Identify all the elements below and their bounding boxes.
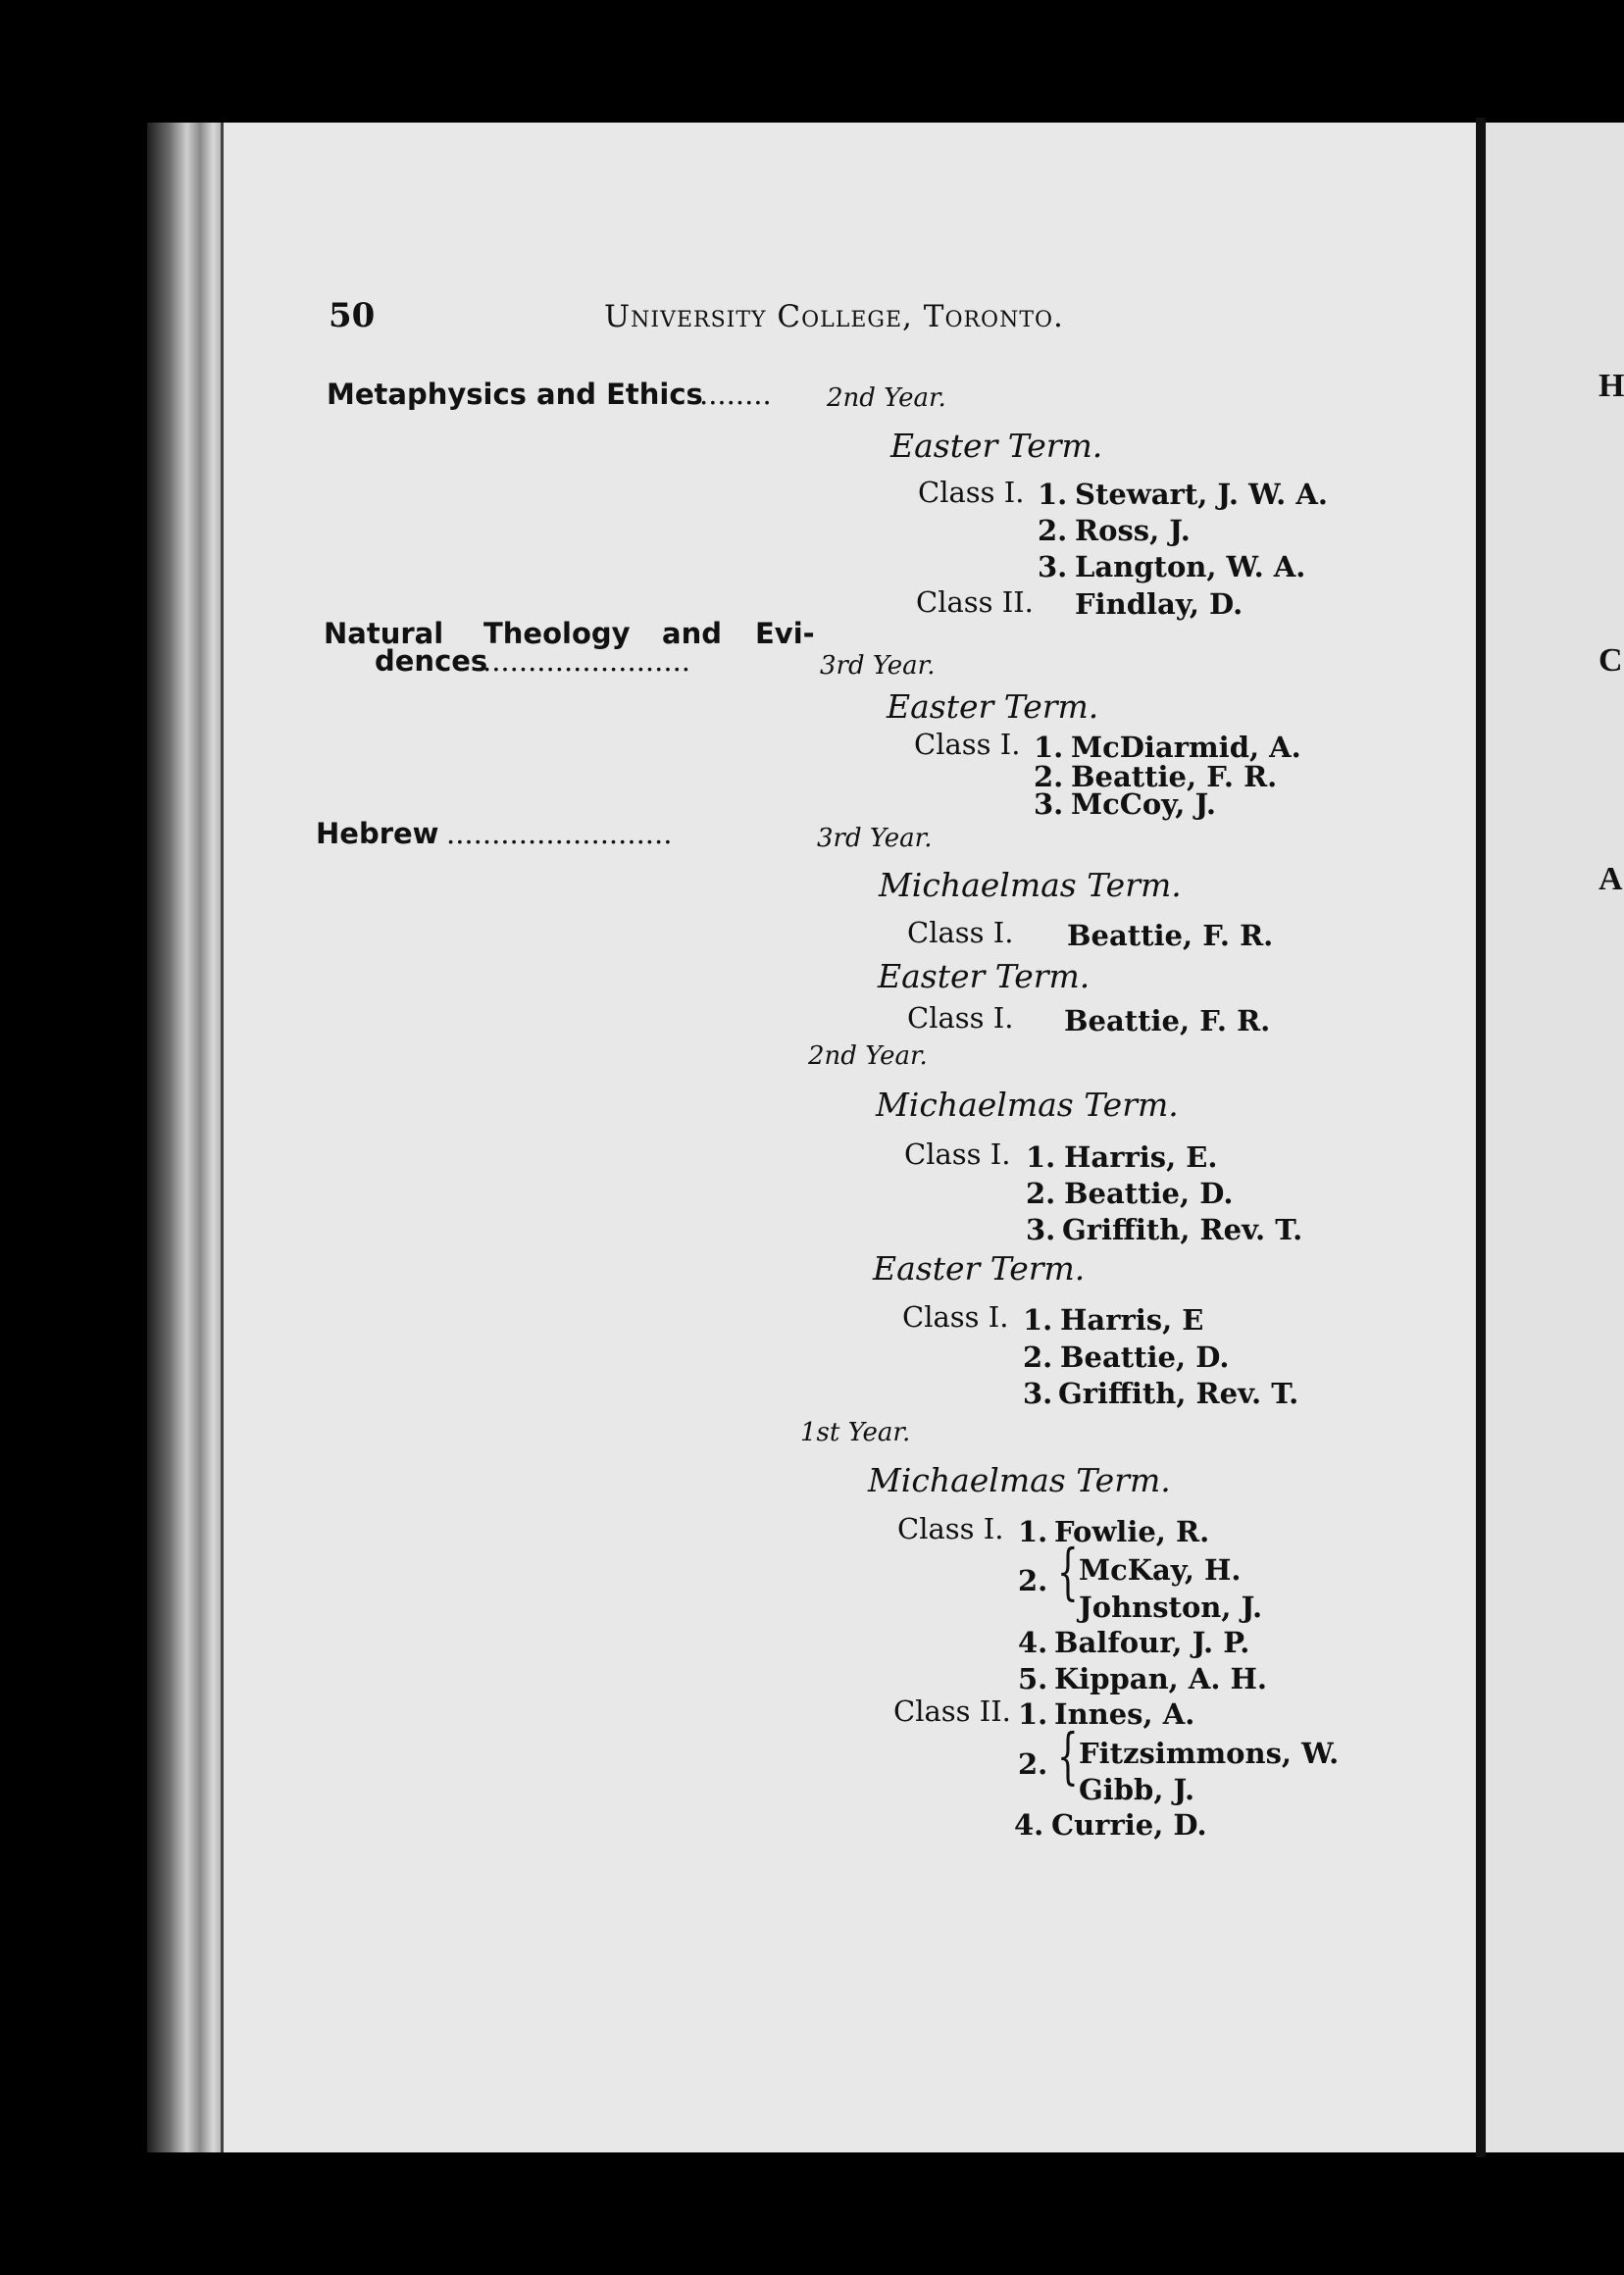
student-name: Beattie, F. R. [1071,760,1278,793]
subject-heading: Metaphysics and Ethics [327,378,703,411]
student-name: Griffith, Rev. T. [1058,1377,1299,1410]
student-name: Griffith, Rev. T. [1062,1213,1303,1246]
student-name: Beattie, F. R. [1064,1004,1271,1037]
student-name: Fitzsimmons, W. [1079,1737,1340,1770]
term-heading: Michaelmas Term. [879,866,1182,904]
term-heading: Easter Term. [873,1249,1086,1288]
student-name: Stewart, J. W. A. [1075,478,1328,511]
student-name: Fowlie, R. [1054,1515,1210,1548]
student-name: Harris, E [1060,1303,1204,1337]
year-label: 2nd Year. [827,383,946,413]
rank: 1. [1038,478,1068,511]
rank: 4. [1014,1808,1044,1842]
rank: 5. [1018,1662,1048,1695]
rank: 3. [1026,1213,1056,1246]
subject-heading-word: Natural [324,617,444,650]
student-name: McCoy, J. [1071,787,1217,821]
adjacent-page [1486,123,1624,2152]
term-heading: Easter Term. [887,687,1099,726]
class-label: Class II. [893,1694,1011,1728]
rank: 1. [1018,1515,1048,1548]
student-name: Beattie, D. [1064,1177,1234,1210]
class-label: Class I. [907,916,1014,949]
rank: 2. [1026,1177,1056,1210]
dot-leader: ....................... [482,644,691,678]
dot-leader: ........ [699,378,772,411]
year-label: 2nd Year. [808,1041,928,1071]
edge-letter: H [1599,368,1624,404]
student-name: Harris, E. [1064,1140,1218,1174]
student-name: Currie, D. [1051,1808,1207,1842]
rank: 2. [1034,760,1064,793]
rank: 4. [1018,1626,1048,1659]
rank: 2. [1038,514,1068,547]
term-heading: Michaelmas Term. [868,1461,1171,1499]
term-heading: Easter Term. [890,427,1103,465]
subject-heading-continued: dences [375,644,488,678]
rank: 1. [1018,1697,1048,1731]
rank: 2. [1018,1747,1048,1781]
student-name: Gibb, J. [1079,1773,1195,1806]
running-title: University College, Toronto. [604,299,1064,334]
student-name: McDiarmid, A. [1071,731,1301,764]
page-number: 50 [329,296,376,335]
dot-leader: ......................... [446,817,673,850]
rank: 1. [1034,731,1064,764]
student-name: Findlay, D. [1075,587,1243,621]
rank: 1. [1023,1303,1053,1337]
class-label: Class I. [897,1512,1004,1545]
rank: 3. [1034,787,1064,821]
edge-letter: C [1599,642,1623,679]
book-page [221,123,1484,2152]
class-label: Class II. [916,585,1034,619]
subject-heading: Hebrew [316,817,439,850]
rank: 3. [1038,550,1068,583]
subject-heading-word: Evi- [755,617,815,650]
subject-heading-word: Theology [483,617,631,650]
rank: 1. [1026,1140,1056,1174]
student-name: Ross, J. [1075,514,1191,547]
rank: 3. [1023,1377,1053,1410]
year-label: 1st Year. [800,1418,911,1447]
year-label: 3rd Year. [817,824,933,853]
student-name: Beattie, F. R. [1067,919,1274,952]
student-name: McKay, H. [1079,1553,1242,1587]
class-label: Class I. [902,1300,1009,1334]
rank: 2. [1023,1340,1053,1374]
term-heading: Easter Term. [878,957,1091,995]
term-heading: Michaelmas Term. [876,1086,1179,1124]
class-label: Class I. [904,1138,1011,1171]
student-name: Innes, A. [1054,1697,1195,1731]
year-label: 3rd Year. [820,651,936,681]
rank: 2. [1018,1564,1048,1597]
page-seam [1476,118,1486,2157]
class-label: Class I. [907,1001,1014,1035]
brace-icon: { [1057,1536,1079,1607]
brace-icon: { [1057,1720,1079,1792]
student-name: Balfour, J. P. [1054,1626,1250,1659]
class-label: Class I. [914,728,1021,761]
edge-letter: A [1599,861,1623,897]
class-label: Class I. [918,476,1025,509]
student-name: Beattie, D. [1060,1340,1230,1374]
subject-heading-word: and [662,617,722,650]
student-name: Johnston, J. [1079,1591,1263,1624]
student-name: Langton, W. A. [1075,550,1306,583]
student-name: Kippan, A. H. [1054,1662,1268,1695]
